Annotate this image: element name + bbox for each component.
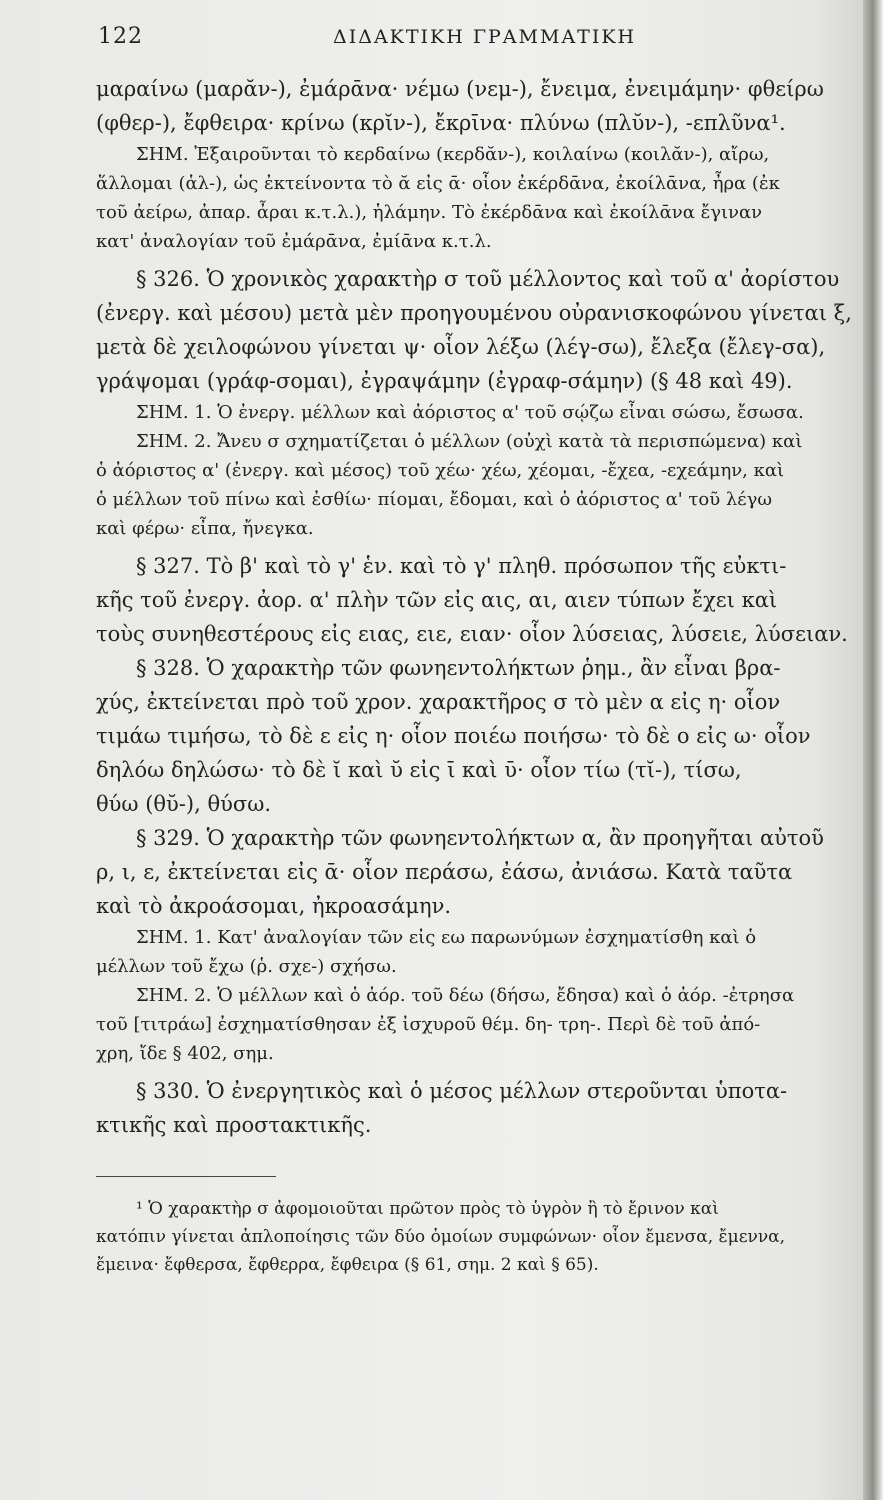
text-line: ΣΗΜ. 2. Ἄνευ σ σχηματίζεται ὁ μέλλων (οὐχὶ κατὰ τὰ περισπώμενα) καὶ (136, 431, 803, 452)
text-line: μέλλων τοῦ ἔχω (ῥ. σχε-) σχήσω. (96, 956, 397, 977)
text-line: ὁ μέλλων τοῦ πίνω καὶ ἐσθίω· πίομαι, ἔδομαι, καὶ ὁ ἀόριστος α' τοῦ λέγω (96, 489, 773, 510)
text-line: κῆς τοῦ ἐνεργ. ἀορ. α' πλὴν τῶν εἰς αις, αι, αιεν τύπων ἔχει καὶ (96, 588, 778, 612)
text-line: ΣΗΜ. Ἐξαιροῦνται τὸ κερδαίνω (κερδᾰν-), κοιλαίνω (κοιλᾰν-), αἴρω, (136, 144, 770, 165)
footnote-rule (96, 1176, 276, 1177)
footnote-line: ¹ Ὁ χαρακτὴρ σ ἀφομοιοῦται πρῶτον πρὸς τὸ ὑγρὸν ἢ τὸ ἔρινον καὶ (136, 1199, 719, 1219)
footnote-line: ἔμεινα· ἔφθερσα, ἔφθερρα, ἔφθειρα (§ 61, σημ. 2 καὶ § 65). (96, 1255, 599, 1275)
text-line: ΣΗΜ. 1. Κατ' ἀναλογίαν τῶν εἰς εω παρωνύμων ἐσχηματίσθη καὶ ὁ (136, 927, 757, 948)
text-line: § 329. Ὁ χαρακτὴρ τῶν φωνηεντολήκτων α, ἂν προηγῆται αὐτοῦ (136, 826, 824, 850)
text-line: καὶ τὸ ἀκροάσομαι, ἠκροασάμην. (96, 894, 452, 918)
text-line: ΣΗΜ. 2. Ὁ μέλλων καὶ ὁ ἀόρ. τοῦ δέω (δήσω, ἔδησα) καὶ ὁ ἀόρ. -ἐτρησα (136, 985, 795, 1006)
body-text (96, 72, 866, 1142)
text-line: τοὺς συνηθεστέρους εἰς ειας, ειε, ειαν· οἷον λύσειας, λύσειε, λύσειαν. (96, 622, 848, 646)
footnote-line: κατόπιν γίνεται ἁπλοποίησις τῶν δύο ὁμοίων συμφώνων· οἷον ἔμενσα, ἔμεννα, (96, 1227, 786, 1247)
page-number: 122 (98, 24, 143, 49)
text-line: ἅλλομαι (ἁλ-), ὡς ἐκτείνοντα τὸ ᾰ εἰς ᾱ· οἷον ἐκέρδᾱνα, ἐκοίλᾱνα, ἦρα (ἐκ (96, 173, 780, 194)
text-line: § 327. Τὸ β' καὶ τὸ γ' ἑν. καὶ τὸ γ' πληθ. πρόσωπον τῆς εὐκτι- (136, 554, 787, 578)
text-line: § 330. Ὁ ἐνεργητικὸς καὶ ὁ μέσος μέλλων στεροῦνται ὑποτα- (136, 1079, 788, 1103)
text-line: δηλόω δηλώσω· τὸ δὲ ῐ καὶ ῠ εἰς ῑ καὶ ῡ· οἷον τίω (τῐ-), τίσω, (96, 758, 742, 782)
text-line: χύς, ἐκτείνεται πρὸ τοῦ χρον. χαρακτῆρος σ τὸ μὲν α εἰς η· οἷον (96, 690, 781, 714)
page-header (98, 20, 843, 60)
text-line: ΣΗΜ. 1. Ὁ ἐνεργ. μέλλων καὶ ἀόριστος α' τοῦ σῴζω εἶναι σώσω, ἔσωσα. (136, 402, 804, 423)
text-line: τιμάω τιμήσω, τὸ δὲ ε εἰς η· οἷον ποιέω ποιήσω· τὸ δὲ ο εἰς ω· οἷον (96, 724, 811, 748)
text-line: § 328. Ὁ χαρακτὴρ τῶν φωνηεντολήκτων ῥημ., ἂν εἶναι βρα- (136, 656, 781, 680)
text-line: ρ, ι, ε, ἐκτείνεται εἰς ᾱ· οἷον περάσω, ἐάσω, ἀνιάσω. Κατὰ ταῦτα (96, 860, 793, 884)
text-line: χρη, ἴδε § 402, σημ. (96, 1043, 274, 1064)
text-line: κατ' ἀναλογίαν τοῦ ἐμάρᾱνα, ἐμίᾱνα κ.τ.λ. (96, 231, 492, 252)
running-title: ΔΙΔΑΚΤΙΚΗ ΓΡΑΜΜΑΤΙΚΗ (333, 26, 637, 48)
text-line: (φθερ-), ἔφθειρα· κρίνω (κρῐν-), ἔκρῑνα· πλύνω (πλῠν-), -επλῦνα¹. (96, 111, 786, 135)
text-line: κτικῆς καὶ προστακτικῆς. (96, 1113, 372, 1137)
text-line: § 326. Ὁ χρονικὸς χαρακτὴρ σ τοῦ μέλλοντος καὶ τοῦ α' ἀορίστου (136, 267, 840, 291)
text-line: ὁ ἀόριστος α' (ἐνεργ. καὶ μέσος) τοῦ χέω· χέω, χέομαι, -ἔχεα, -εχεάμην, καὶ (96, 460, 785, 481)
footnote (96, 1195, 866, 1279)
text-line: (ἐνεργ. καὶ μέσου) μετὰ μὲν προηγουμένου οὐρανισκοφώνου γίνεται ξ, (96, 301, 852, 325)
text-line: θύω (θῠ-), θύσω. (96, 792, 271, 816)
text-line: μαραίνω (μαρᾰν-), ἐμάρᾱνα· νέμω (νεμ-), ἔνειμα, ἐνειμάμην· φθείρω (96, 77, 824, 101)
text-line: τοῦ [τιτράω] ἐσχηματίσθησαν ἐξ ἰσχυροῦ θέμ. δη- τρη-. Περὶ δὲ τοῦ ἀπό- (96, 1014, 761, 1035)
text-line: καὶ φέρω· εἶπα, ἤνεγκα. (96, 518, 314, 539)
text-line: μετὰ δὲ χειλοφώνου γίνεται ψ· οἷον λέξω (λέγ-σω), ἔλεξα (ἔλεγ-σα), (96, 335, 826, 359)
text-line: γράψομαι (γράφ-σομαι), ἐγραψάμην (ἐγραφ-σάμην) (§ 48 καὶ 49). (96, 369, 793, 393)
page-body (96, 72, 866, 1279)
book-spine-shadow (863, 0, 883, 1500)
text-line: τοῦ ἀείρω, ἀπαρ. ἆραι κ.τ.λ.), ἡλάμην. Τὸ ἐκέρδᾱνα καὶ ἐκοίλᾱνα ἔγιναν (96, 202, 763, 223)
